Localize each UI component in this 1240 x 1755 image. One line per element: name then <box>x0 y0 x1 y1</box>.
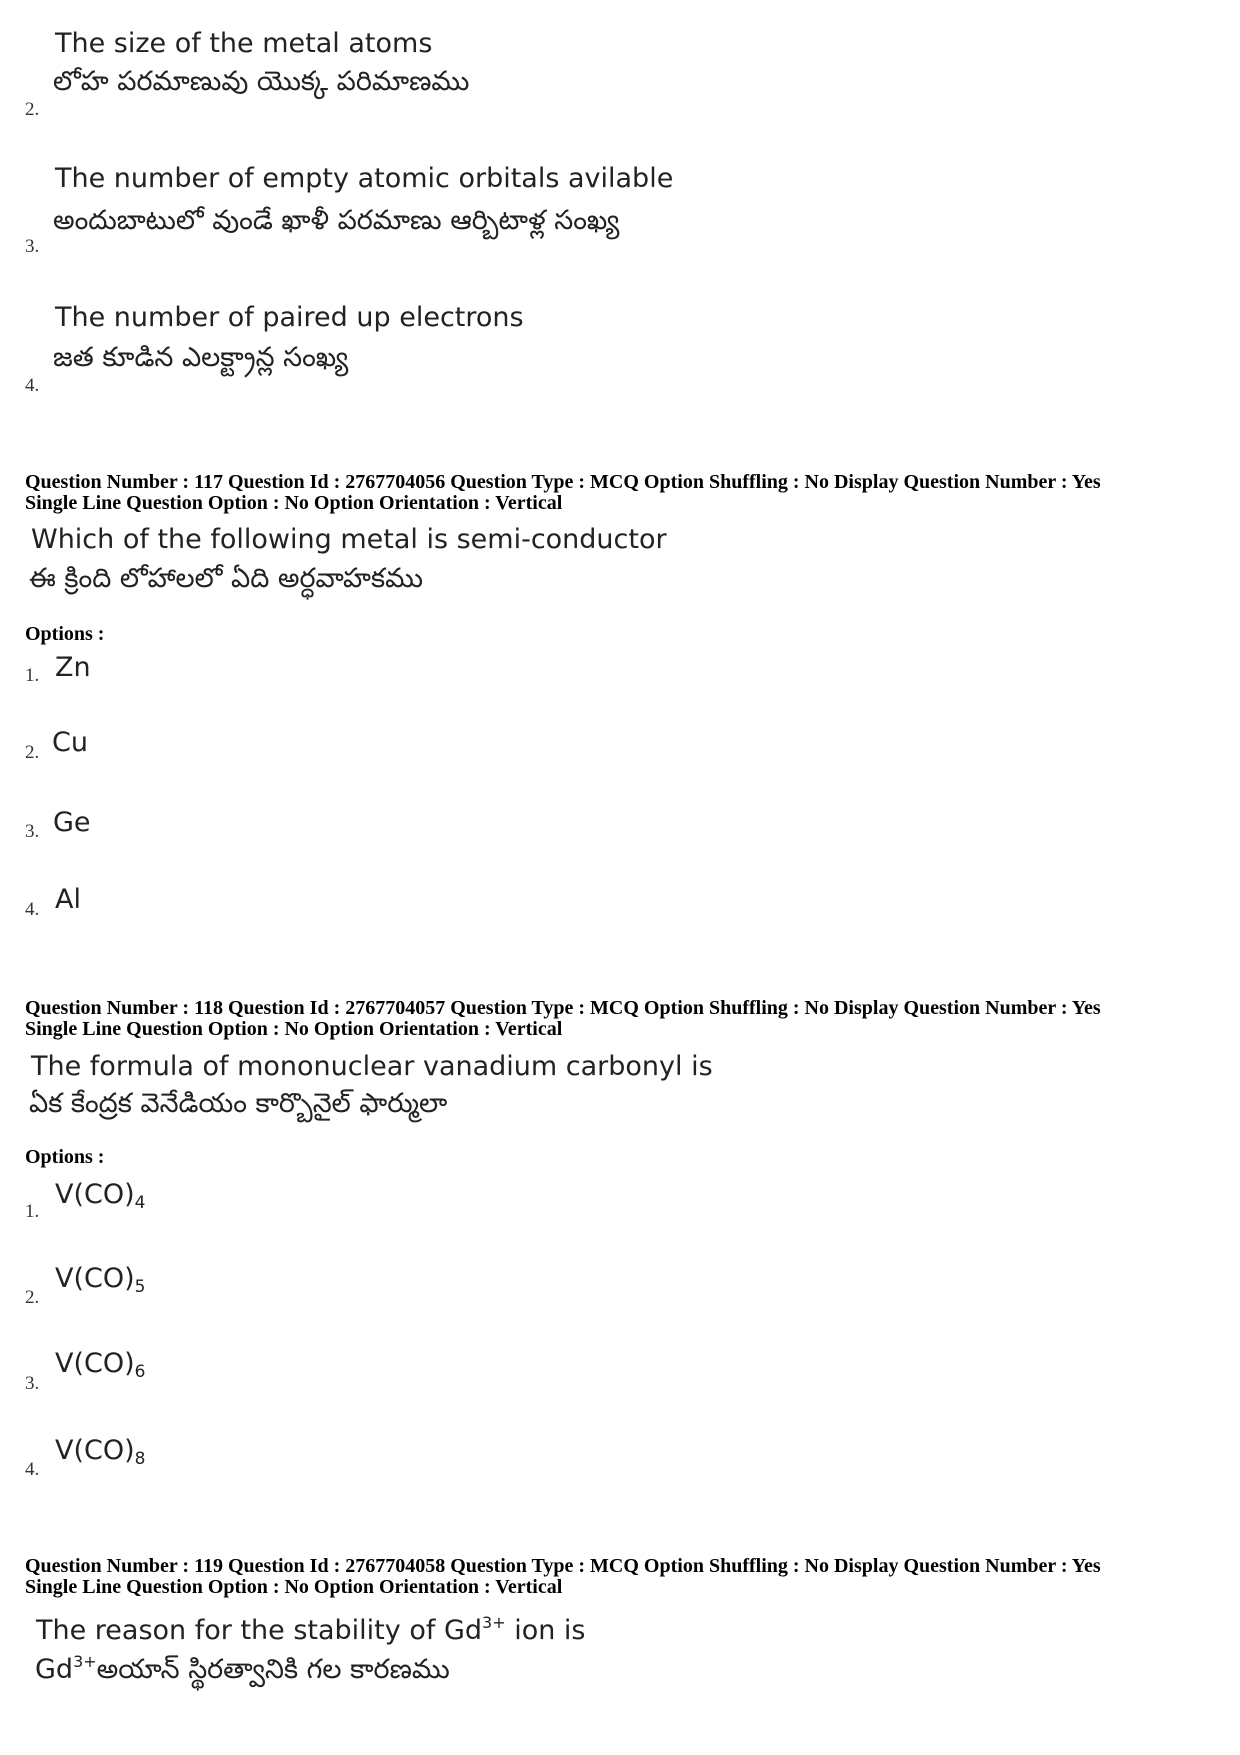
q119-question-english-pre: The reason for the stability of Gd <box>36 1615 483 1646</box>
q118-question-english: The formula of mononuclear vanadium carbonyl is <box>31 1051 713 1082</box>
q118-option-2-text <box>55 1263 145 1295</box>
prev-option-4-english: The number of paired up electrons <box>55 302 524 333</box>
q117-option-3-number: 3. <box>25 821 40 842</box>
prev-option-3-telugu: అందుబాటులో వుండే ఖాళీ పరమాణు ఆర్బిటాళ్ల సంఖ్య <box>53 205 620 236</box>
q118-option-3-text <box>55 1348 145 1380</box>
q118-option-3-formula: V(CO) <box>55 1348 135 1379</box>
q117-meta-line-2: Single Line Question Option : No Option Orientation : Vertical <box>25 492 563 514</box>
q118-option-1-formula: V(CO) <box>55 1179 135 1210</box>
prev-option-2-number: 2. <box>25 99 40 120</box>
q118-option-2-subscript: 5 <box>134 1277 146 1297</box>
q119-question-english <box>36 1614 585 1648</box>
q118-option-4-formula: V(CO) <box>55 1435 135 1466</box>
prev-option-3-english: The number of empty atomic orbitals avilable <box>55 163 674 194</box>
q118-question-telugu: ఏక కేంద్రక వెనేడియం కార్బొనైల్ ఫార్ములా <box>29 1088 448 1119</box>
q118-option-1-text <box>55 1179 145 1211</box>
q119-question-telugu-post: అయాన్ స్థిరత్వానికి గల కారణము <box>96 1654 450 1685</box>
q117-question-telugu: ఈ క్రింది లోహాలలో ఏది అర్ధవాహకము <box>29 563 424 594</box>
q118-option-4-number: 4. <box>25 1459 40 1480</box>
q119-question-telugu <box>35 1652 450 1688</box>
q117-option-1-text: Zn <box>55 652 91 683</box>
prev-option-3-number: 3. <box>25 236 40 257</box>
q117-option-4-text: Al <box>55 884 81 915</box>
q119-meta-line-1: Question Number : 119 Question Id : 2767704058 Question Type : MCQ Option Shuffling : No Display Question Number : Yes <box>25 1555 1101 1577</box>
q117-option-2-text: Cu <box>52 727 88 758</box>
q118-meta-line-2: Single Line Question Option : No Option Orientation : Vertical <box>25 1018 563 1040</box>
prev-option-4-telugu: జత కూడిన ఎలక్ట్రాన్ల సంఖ్య <box>53 342 349 373</box>
prev-option-2-telugu: లోహ పరమాణువు యొక్క పరిమాణము <box>53 66 470 97</box>
q117-option-2-number: 2. <box>25 742 40 763</box>
q118-option-4-subscript: 8 <box>134 1449 146 1469</box>
q118-options-label: Options : <box>25 1146 105 1168</box>
q118-option-4-text <box>55 1435 145 1467</box>
q118-option-1-number: 1. <box>25 1201 40 1222</box>
q117-meta-line-1: Question Number : 117 Question Id : 2767704056 Question Type : MCQ Option Shuffling : No Display Question Number : Yes <box>25 471 1101 493</box>
q118-option-2-formula: V(CO) <box>55 1263 135 1294</box>
prev-option-2-english: The size of the metal atoms <box>55 28 433 59</box>
q118-option-3-subscript: 6 <box>134 1362 146 1382</box>
q117-option-1-number: 1. <box>25 665 40 686</box>
q118-meta-line-1: Question Number : 118 Question Id : 2767704057 Question Type : MCQ Option Shuffling : No Display Question Number : Yes <box>25 997 1101 1019</box>
q119-question-english-post: ion is <box>505 1615 586 1646</box>
q119-question-english-superscript: 3+ <box>482 1613 506 1632</box>
q119-meta-line-2: Single Line Question Option : No Option Orientation : Vertical <box>25 1576 563 1598</box>
q118-option-2-number: 2. <box>25 1287 40 1308</box>
q117-options-label: Options : <box>25 623 105 645</box>
q118-option-3-number: 3. <box>25 1373 40 1394</box>
q119-question-telugu-superscript: 3+ <box>73 1652 97 1671</box>
prev-option-4-number: 4. <box>25 375 40 396</box>
q117-option-3-text: Ge <box>53 807 91 838</box>
q117-question-english: Which of the following metal is semi-conductor <box>31 524 667 555</box>
q117-option-4-number: 4. <box>25 899 40 920</box>
q118-option-1-subscript: 4 <box>134 1193 146 1213</box>
q119-question-telugu-pre: Gd <box>35 1654 74 1685</box>
